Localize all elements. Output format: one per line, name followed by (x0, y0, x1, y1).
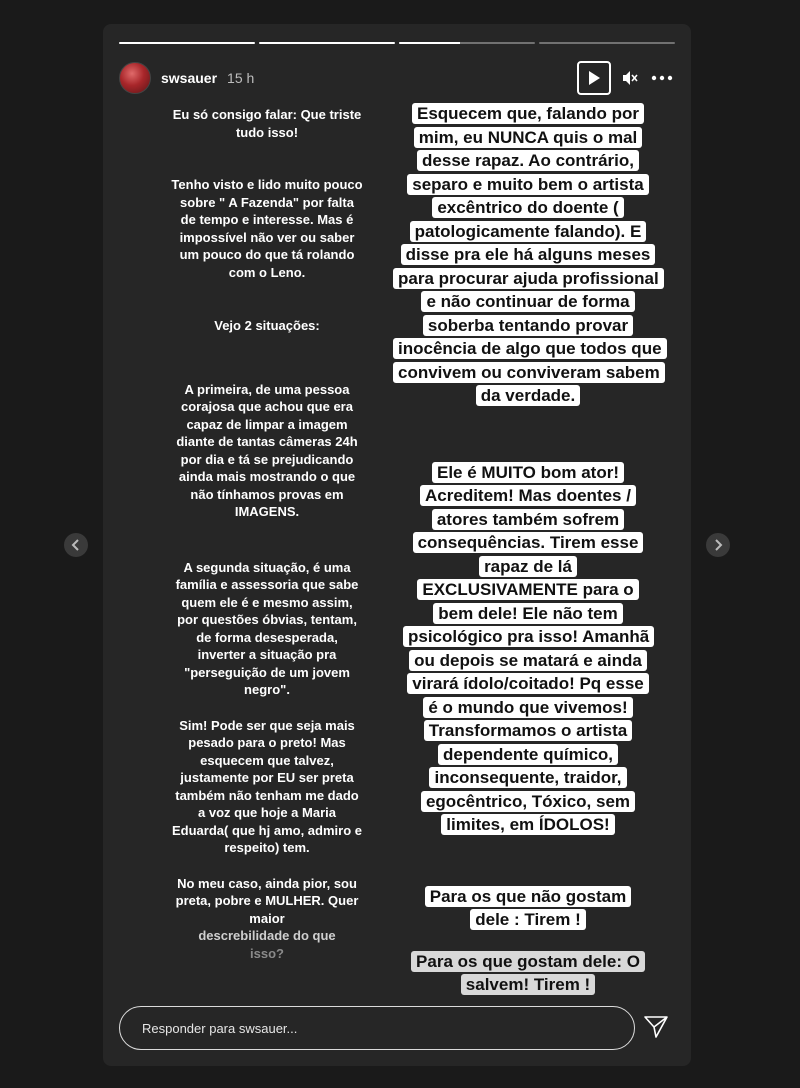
chevron-left-icon (70, 539, 82, 551)
highlight-text-block: Para os que não gostam dele : Tirem ! (425, 886, 632, 931)
highlight-text-block: Ele é MUITO bom ator! Acreditem! Mas doentes / atores também sofrem consequências. Tirem esse rapaz de lá EXCLUSIVAMENTE para o bem dele! Ele não tem psicológico pra isso! Amanhã ou depois se matará e ainda virará ídolo/coitado! Pq esse é o mundo que vivemos! Transformamos o artista dependente químico, inconsequente, traidor, egocêntrico, Tóxico, sem limites, em ÍDOLOS! (403, 462, 654, 836)
mute-button[interactable] (617, 65, 643, 91)
volume-muted-icon (621, 69, 639, 87)
progress-segment (119, 42, 255, 44)
story-header (119, 58, 675, 98)
story-paragraph: Vejo 2 situações: (214, 318, 320, 333)
play-button[interactable] (577, 61, 611, 95)
story-paragraph: No meu caso, ainda pior, sou preta, pobre e MULHER. Quer maior (175, 875, 359, 926)
highlight-text-block: Esquecem que, falando por mim, eu NUNCA quis o mal desse rapaz. Ao contrário, separo e muito bem o artista excêntrico do doente ( patologicamente falando). E disse pra ele há alguns meses para procurar ajuda profissional e não continuar de forma soberba tentando provar inocência de algo que todos que convivem ou conviveram sabem da verdade. (393, 103, 667, 406)
story-text-left (171, 106, 363, 962)
reply-placeholder: Responder para swsauer... (142, 1020, 298, 1036)
more-options-button[interactable] (649, 65, 675, 91)
avatar[interactable] (119, 62, 151, 94)
story-progress-bar (119, 42, 675, 44)
story-text-right (383, 102, 673, 997)
more-horizontal-icon (651, 75, 673, 81)
story-paragraph: Tenho visto e lido muito pouco sobre " A Fazenda" por falta de tempo e interesse. Mas é impossível não ver ou saber um pouco do que tá rolando com o Leno. (171, 177, 363, 280)
story-paragraph: Sim! Pode ser que seja mais pesado para o preto! Mas esquecem que talvez, justamente por EU ser preta também não tenham me dado a voz que hoje a Maria Eduarda( que hj amo, admiro e respeito) tem. (172, 717, 362, 855)
story-paragraph: Eu só consigo falar: Que triste tudo isso! (172, 107, 362, 140)
progress-segment (259, 42, 395, 44)
send-icon (643, 1014, 669, 1040)
story-paragraph: A primeira, de uma pessoa corajosa que achou que era capaz de limpar a imagem diante de tantas câmeras 24h por dia e tá se prejudicando ainda mais mostrando o que não tínhamos provas em IMAGENS. (176, 381, 358, 519)
progress-segment (539, 42, 675, 44)
story-viewer[interactable] (103, 24, 691, 1066)
next-story-button[interactable] (706, 533, 730, 557)
reply-input[interactable] (119, 1006, 635, 1050)
story-paragraph: A segunda situação, é uma família e assessoria que sabe quem ele é e mesmo assim, por questões óbvias, tentam, de forma desesperada, inverter a situação pra "perseguição de um jovem negro". (175, 559, 359, 697)
play-icon (586, 70, 602, 86)
progress-segment (399, 42, 535, 44)
previous-story-button[interactable] (64, 533, 88, 557)
chevron-right-icon (712, 539, 724, 551)
username[interactable]: swsauer (161, 70, 218, 86)
story-paragraph: descrebilidade do que (198, 928, 336, 943)
highlight-text-block: Para os que gostam dele: O salvem! Tirem ! (411, 951, 645, 996)
story-paragraph: isso? (250, 945, 284, 961)
send-button[interactable] (643, 1014, 669, 1040)
post-time: 15 h (227, 70, 255, 86)
